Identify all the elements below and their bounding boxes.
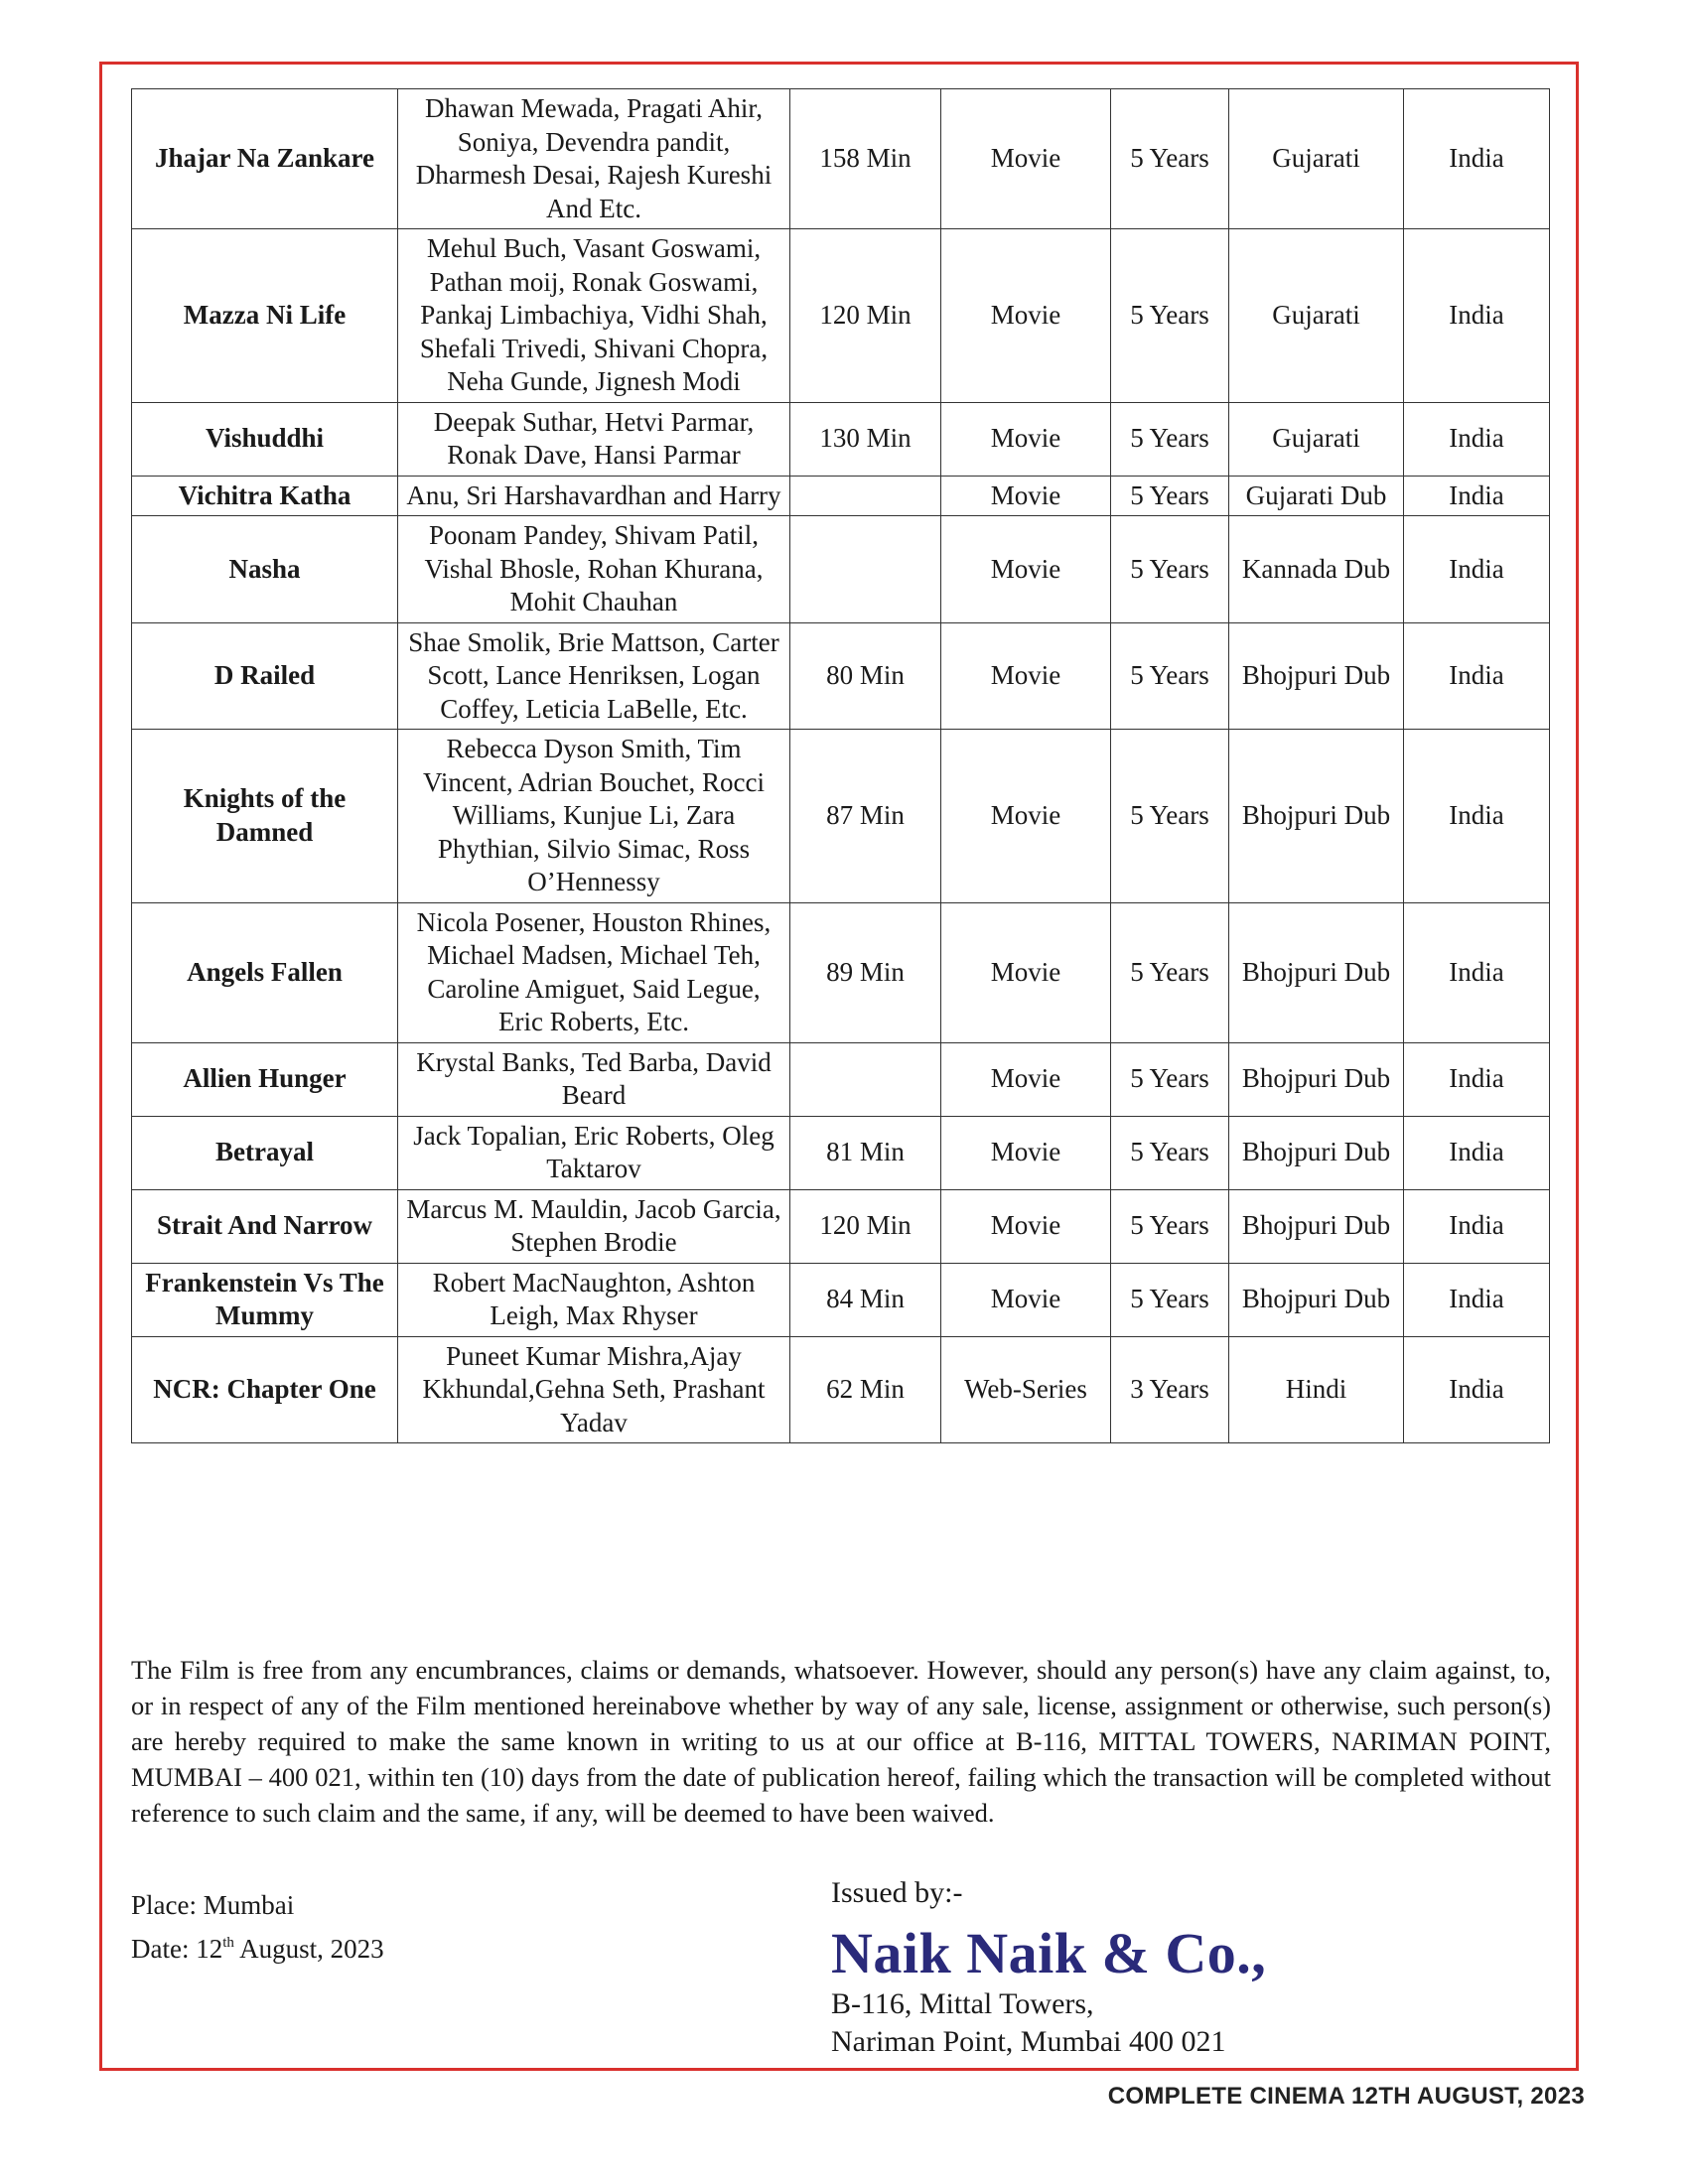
duration-cell: 80 Min <box>790 622 941 730</box>
film-title-cell: Nasha <box>132 516 398 623</box>
type-cell: Movie <box>941 730 1111 903</box>
films-table <box>131 88 1550 1443</box>
period-cell: 5 Years <box>1111 622 1229 730</box>
table-row <box>132 89 1550 229</box>
language-cell: Bhojpuri Dub <box>1229 1042 1404 1116</box>
cast-cell: Anu, Sri Harshavardhan and Harry <box>398 476 790 516</box>
language-cell: Bhojpuri Dub <box>1229 1263 1404 1336</box>
duration-cell: 84 Min <box>790 1263 941 1336</box>
language-cell: Gujarati <box>1229 89 1404 229</box>
films-table-body <box>132 89 1550 1443</box>
type-cell: Movie <box>941 622 1111 730</box>
table-row <box>132 476 1550 516</box>
period-cell: 5 Years <box>1111 1042 1229 1116</box>
period-cell: 5 Years <box>1111 902 1229 1042</box>
duration-cell: 158 Min <box>790 89 941 229</box>
type-cell: Movie <box>941 402 1111 476</box>
duration-cell: 120 Min <box>790 229 941 403</box>
publication-footer: COMPLETE CINEMA 12TH AUGUST, 2023 <box>1107 2083 1585 2110</box>
table-row <box>132 1263 1550 1336</box>
film-title-cell: Jhajar Na Zankare <box>132 89 398 229</box>
type-cell: Movie <box>941 476 1111 516</box>
language-cell: Kannada Dub <box>1229 516 1404 623</box>
firm-name: Naik Naik & Co., <box>831 1921 1267 1985</box>
period-cell: 5 Years <box>1111 229 1229 403</box>
film-title-cell: Angels Fallen <box>132 902 398 1042</box>
date-suffix: August, 2023 <box>233 1934 384 1964</box>
country-cell: India <box>1404 229 1550 403</box>
language-cell: Bhojpuri Dub <box>1229 1189 1404 1263</box>
duration-cell: 120 Min <box>790 1189 941 1263</box>
period-cell: 5 Years <box>1111 1263 1229 1336</box>
type-cell: Web-Series <box>941 1336 1111 1443</box>
type-cell: Movie <box>941 89 1111 229</box>
table-row <box>132 1116 1550 1189</box>
firm-address-line1: B-116, Mittal Towers, <box>831 1987 1094 2020</box>
film-title-cell: Knights of the Damned <box>132 730 398 903</box>
firm-address-line2: Nariman Point, Mumbai 400 021 <box>831 2025 1226 2058</box>
type-cell: Movie <box>941 1042 1111 1116</box>
date-prefix: Date: 12 <box>131 1934 223 1964</box>
cast-cell: Rebecca Dyson Smith, Tim Vincent, Adrian Bouchet, Rocci Williams, Kunjue Li, Zara Phythian, Silvio Simac, Ross O’Hennessy <box>398 730 790 903</box>
language-cell: Bhojpuri Dub <box>1229 622 1404 730</box>
film-title-cell: Vishuddhi <box>132 402 398 476</box>
cast-cell: Puneet Kumar Mishra,Ajay Kkhundal,Gehna Seth, Prashant Yadav <box>398 1336 790 1443</box>
film-title-cell: Allien Hunger <box>132 1042 398 1116</box>
cast-cell: Mehul Buch, Vasant Goswami, Pathan moij, Ronak Goswami, Pankaj Limbachiya, Vidhi Shah, Shefali Trivedi, Shivani Chopra, Neha Gunde, Jignesh Modi <box>398 229 790 403</box>
cast-cell: Marcus M. Mauldin, Jacob Garcia, Stephen Brodie <box>398 1189 790 1263</box>
film-title-cell: NCR: Chapter One <box>132 1336 398 1443</box>
period-cell: 3 Years <box>1111 1336 1229 1443</box>
period-cell: 5 Years <box>1111 402 1229 476</box>
film-title-cell: Vichitra Katha <box>132 476 398 516</box>
type-cell: Movie <box>941 1116 1111 1189</box>
type-cell: Movie <box>941 229 1111 403</box>
issued-by-label: Issued by:- <box>831 1876 963 1909</box>
duration-cell: 89 Min <box>790 902 941 1042</box>
film-title-cell: Strait And Narrow <box>132 1189 398 1263</box>
country-cell: India <box>1404 1263 1550 1336</box>
period-cell: 5 Years <box>1111 730 1229 903</box>
cast-cell: Krystal Banks, Ted Barba, David Beard <box>398 1042 790 1116</box>
date-ordinal: th <box>222 1935 234 1951</box>
place-line: Place: Mumbai <box>131 1890 295 1920</box>
period-cell: 5 Years <box>1111 476 1229 516</box>
cast-cell: Dhawan Mewada, Pragati Ahir, Soniya, Devendra pandit, Dharmesh Desai, Rajesh Kureshi And Etc. <box>398 89 790 229</box>
country-cell: India <box>1404 402 1550 476</box>
country-cell: India <box>1404 1116 1550 1189</box>
language-cell: Gujarati <box>1229 402 1404 476</box>
period-cell: 5 Years <box>1111 1116 1229 1189</box>
film-title-cell: Betrayal <box>132 1116 398 1189</box>
country-cell: India <box>1404 476 1550 516</box>
country-cell: India <box>1404 622 1550 730</box>
country-cell: India <box>1404 89 1550 229</box>
duration-cell <box>790 1042 941 1116</box>
table-row <box>132 229 1550 403</box>
duration-cell: 87 Min <box>790 730 941 903</box>
language-cell: Bhojpuri Dub <box>1229 902 1404 1042</box>
language-cell: Bhojpuri Dub <box>1229 730 1404 903</box>
language-cell: Bhojpuri Dub <box>1229 1116 1404 1189</box>
country-cell: India <box>1404 902 1550 1042</box>
country-cell: India <box>1404 730 1550 903</box>
country-cell: India <box>1404 1189 1550 1263</box>
language-cell: Gujarati <box>1229 229 1404 403</box>
table-row <box>132 1336 1550 1443</box>
cast-cell: Nicola Posener, Houston Rhines, Michael Madsen, Michael Teh, Caroline Amiguet, Said Legue, Eric Roberts, Etc. <box>398 902 790 1042</box>
type-cell: Movie <box>941 1189 1111 1263</box>
table-row <box>132 902 1550 1042</box>
film-title-cell: Mazza Ni Life <box>132 229 398 403</box>
period-cell: 5 Years <box>1111 89 1229 229</box>
cast-cell: Jack Topalian, Eric Roberts, Oleg Taktarov <box>398 1116 790 1189</box>
type-cell: Movie <box>941 1263 1111 1336</box>
country-cell: India <box>1404 1042 1550 1116</box>
notice-text: The Film is free from any encumbrances, claims or demands, whatsoever. However, should any person(s) have any claim against, to, or in respect of any of the Film mentioned hereinabove whether by way of any sale, license, assignment or otherwise, such person(s) are hereby required to make the same known in writing to us at our office at B-116, MITTAL TOWERS, NARIMAN POINT, MUMBAI – 400 021, within ten (10) days from the date of publication hereof, failing which the transaction will be completed without reference to such claim and the same, if any, will be deemed to have been waived. <box>131 1655 1551 1828</box>
table-row <box>132 622 1550 730</box>
cast-cell: Deepak Suthar, Hetvi Parmar, Ronak Dave, Hansi Parmar <box>398 402 790 476</box>
table-row <box>132 1189 1550 1263</box>
table-row <box>132 516 1550 623</box>
duration-cell: 81 Min <box>790 1116 941 1189</box>
table-row <box>132 1042 1550 1116</box>
country-cell: India <box>1404 516 1550 623</box>
language-cell: Hindi <box>1229 1336 1404 1443</box>
table-row <box>132 402 1550 476</box>
type-cell: Movie <box>941 516 1111 623</box>
duration-cell <box>790 516 941 623</box>
cast-cell: Robert MacNaughton, Ashton Leigh, Max Rhyser <box>398 1263 790 1336</box>
duration-cell: 62 Min <box>790 1336 941 1443</box>
table-row <box>132 730 1550 903</box>
type-cell: Movie <box>941 902 1111 1042</box>
language-cell: Gujarati Dub <box>1229 476 1404 516</box>
date-line <box>131 1934 384 1965</box>
cast-cell: Shae Smolik, Brie Mattson, Carter Scott, Lance Henriksen, Logan Coffey, Leticia LaBelle, Etc. <box>398 622 790 730</box>
country-cell: India <box>1404 1336 1550 1443</box>
duration-cell: 130 Min <box>790 402 941 476</box>
period-cell: 5 Years <box>1111 1189 1229 1263</box>
film-title-cell: Frankenstein Vs The Mummy <box>132 1263 398 1336</box>
film-title-cell: D Railed <box>132 622 398 730</box>
cast-cell: Poonam Pandey, Shivam Patil, Vishal Bhosle, Rohan Khurana, Mohit Chauhan <box>398 516 790 623</box>
period-cell: 5 Years <box>1111 516 1229 623</box>
duration-cell <box>790 476 941 516</box>
